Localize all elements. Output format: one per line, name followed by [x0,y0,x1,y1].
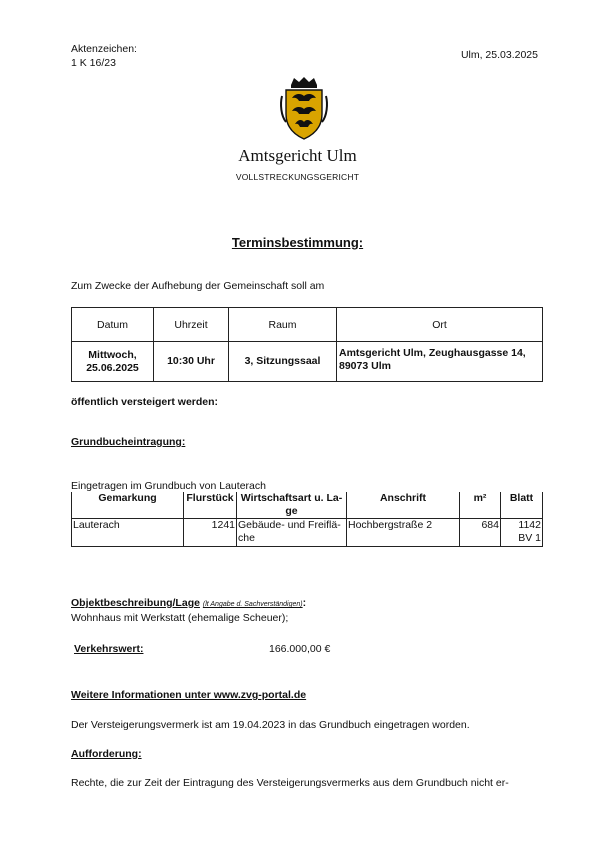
header-datum: Datum [72,308,154,342]
header-wirtschaftsart [237,492,347,519]
datum-weekday: Mittwoch, [88,348,137,361]
vermerk-text: Der Versteigerungsvermerk ist am 19.04.2023 in das Grundbuch eingetragen worden. [71,719,470,731]
coat-of-arms-icon [279,76,329,140]
grundbuch-heading: Grundbucheintragung: [71,436,186,448]
cell-wirtschaftsart [237,519,347,547]
wirtschaftsart-line1: Gebäude- und Freiflä- [238,519,341,531]
aufforderung-text: Rechte, die zur Zeit der Eintragung des Versteigerungsvermerks aus dem Grundbuch nicht er- [71,777,509,789]
cell-gemarkung: Lauterach [72,519,184,547]
wirtschaftsart-header-line2: ge [285,505,298,517]
object-description-label: Objektbeschreibung/Lage [71,597,200,609]
cell-blatt [501,519,543,547]
header-ort: Ort [337,308,543,342]
more-info-link[interactable]: Weitere Informationen unter www.zvg-portal.de [71,689,307,701]
cell-m2: 684 [460,519,501,547]
aktenzeichen-label: Aktenzeichen: [71,43,137,55]
wirtschaftsart-header-line1: Wirtschaftsart u. La- [240,492,343,504]
court-name: Amtsgericht Ulm [238,146,357,165]
wirtschaftsart-line2: che [238,532,255,544]
table-row [72,519,543,547]
table-header-row [72,492,543,519]
page-title: Terminsbestimmung: [231,235,364,250]
object-description-colon: : [302,597,307,609]
cell-flurstueck: 1241 [184,519,237,547]
header-m2: m² [460,492,501,519]
land-register-table [71,492,543,547]
header-uhrzeit: Uhrzeit [154,308,229,342]
aktenzeichen-value: 1 K 16/23 [71,57,116,69]
header-raum: Raum [229,308,337,342]
object-description-text: Wohnhaus mit Werkstatt (ehemalige Scheuer); [71,612,289,624]
table-header-row [72,308,543,342]
cell-raum: 3, Sitzungssaal [229,342,337,382]
aufforderung-heading: Aufforderung: [71,748,142,760]
object-description-note: (lt Angabe d. Sachverständigen) [202,601,303,608]
market-value-label: Verkehrswert: [74,643,144,655]
place-date: Ulm, 25.03.2025 [460,49,538,61]
header-gemarkung: Gemarkung [72,492,184,519]
intro-text: Zum Zwecke der Aufhebung der Gemeinschaft soll am [71,280,325,292]
appointment-table [71,307,543,382]
grundbuch-intro: Eingetragen im Grundbuch von Lauterach [71,480,266,492]
object-description-heading [71,597,306,609]
aktenzeichen [71,42,137,70]
cell-anschrift: Hochbergstraße 2 [347,519,460,547]
blatt-bv: BV 1 [518,532,541,544]
court-department: VOLLSTRECKUNGSGERICHT [235,172,360,182]
ort-line1: Amtsgericht Ulm, Zeughausgasse 14, [339,347,526,359]
table-row [72,342,543,382]
header-anschrift: Anschrift [347,492,460,519]
header-blatt: Blatt [501,492,543,519]
datum-date: 25.06.2025 [86,361,139,374]
cell-datum [72,342,154,382]
market-value-amount: 166.000,00 € [269,643,331,655]
header-flurstueck: Flurstück [184,492,237,519]
cell-uhrzeit: 10:30 Uhr [154,342,229,382]
cell-ort [337,342,543,382]
ort-line2: 89073 Ulm [339,360,391,372]
auction-statement: öffentlich versteigert werden: [71,396,219,408]
blatt-number: 1142 [518,519,541,531]
